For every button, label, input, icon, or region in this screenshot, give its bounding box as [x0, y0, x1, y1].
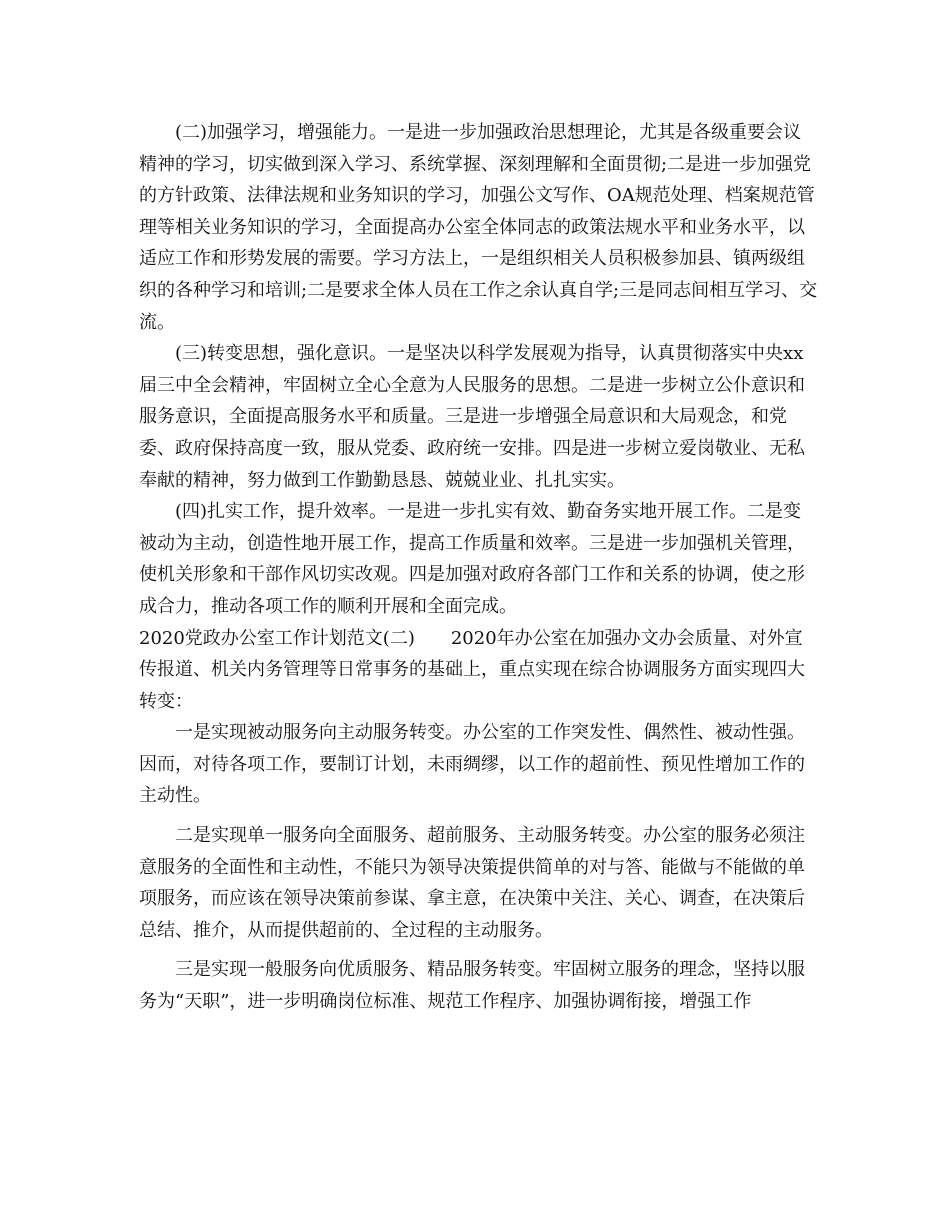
paragraph-thinking: (三)转变思想，强化意识。一是坚决以科学发展观为指导，认真贯彻落实中央xx届三中全会精神，牢固树立全心全意为人民服务的思想。二是进一步树立公仆意识和服务意识，全面提高服务水平和质量。三是进一步增强全局意识和大局观念，和党委、政府保持高度一致，服从党委、政府统一安排。四是进一步树立爱岗敬业、无私奉献的精神，努力做到工作勤勤恳恳、兢兢业业、扎扎实实。 [139, 343, 805, 491]
section-title: 2020党政办公室工作计划范文(二) [139, 627, 415, 649]
point-two: 二是实现单一服务向全面服务、超前服务、主动服务转变。办公室的服务必须注意服务的全面性和主动性，不能只为领导决策提供简单的对与答、能做与不能做的单项服务，而应该在领导决策前参谋、拿主意，在决策中关注、关心、调查，在决策后总结、推介，从而提供超前的、全过程的主动服务。 [139, 825, 805, 941]
section-intro: 2020年办公室在加强办文办会质量、对外宣传报道、机关内务管理等日常事务的基础上，重点实现在综合协调服务方面实现四大转变： [139, 627, 805, 712]
paragraph-learning: (二)加强学习，增强能力。一是进一步加强政治思想理论，尤其是各级重要会议精神的学习，切实做到深入学习、系统掌握、深刻理解和全面贯彻;二是进一步加强党的方针政策、法律法规和业务知识的学习，加强公文写作、OA规范处理、档案规范管理等相关业务知识的学习，全面提高办公室全体同志的政策法规水平和业务水平，以适应工作和形势发展的需要。学习方法上，一是组织相关人员积极参加县、镇两级组织的各种学习和培训;二是要求全体人员在工作之余认真自学;三是同志间相互学习、交流。 [139, 122, 818, 333]
section-heading-line [139, 623, 819, 718]
document-body [139, 117, 819, 1018]
point-three: 三是实现一般服务向优质服务、精品服务转变。牢固树立服务的理念，坚持以服务为“天职”，进一步明确岗位标准、规范工作程序、加强协调衔接，增强工作 [139, 959, 805, 1013]
point-one: 一是实现被动服务向主动服务转变。办公室的工作突发性、偶然性、被动性强。因而，对待各项工作，要制订计划，未雨绸缪，以工作的超前性、预见性增加工作的主动性。 [139, 722, 805, 807]
paragraph-efficiency: (四)扎实工作，提升效率。一是进一步扎实有效、勤奋务实地开展工作。二是变被动为主动，创造性地开展工作，提高工作质量和效率。三是进一步加强机关管理，使机关形象和干部作风切实改观。四是加强对政府各部门工作和关系的协调，使之形成合力，推动各项工作的顺利开展和全面完成。 [139, 501, 805, 617]
